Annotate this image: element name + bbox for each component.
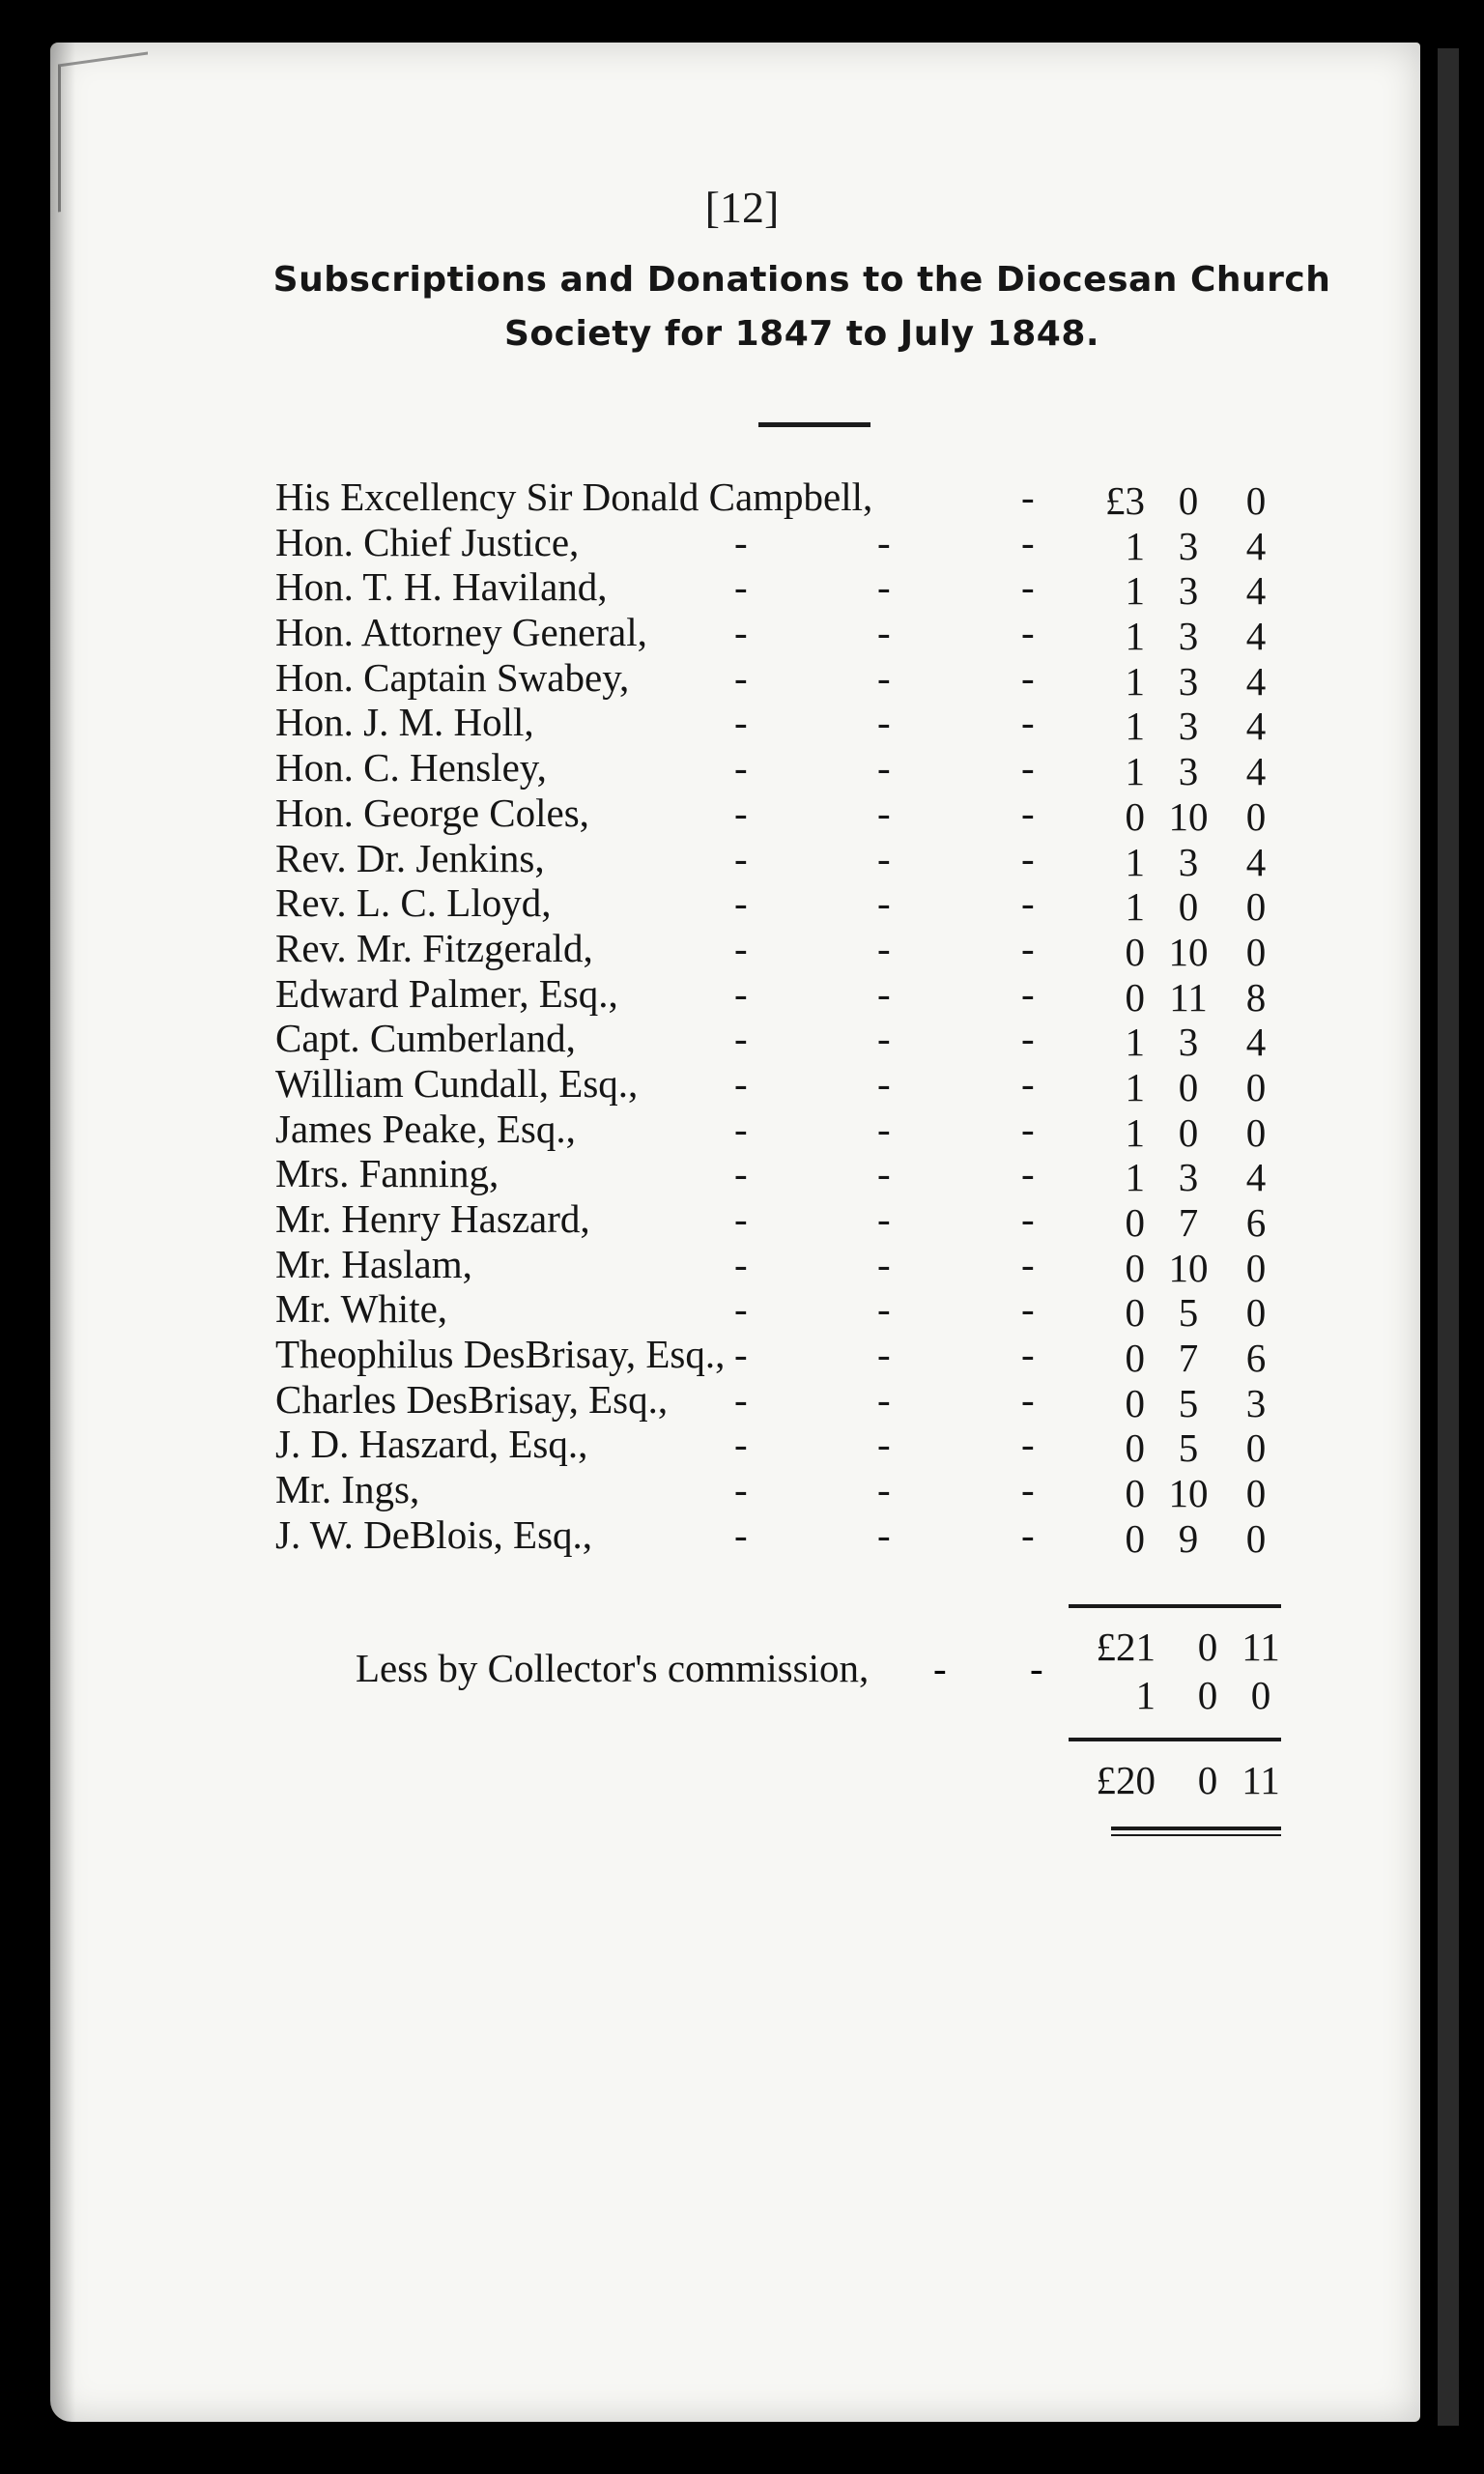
less-shillings: 0 — [1197, 1673, 1218, 1717]
subscriber-name: Hon. Captain Swabey, — [275, 654, 630, 700]
amount-pence: 4 — [1245, 614, 1267, 659]
leader-dash: - — [1021, 610, 1035, 655]
leader-dash: - — [734, 970, 748, 1016]
subscriber-name: Hon. T. H. Haviland, — [275, 564, 608, 610]
subtotal-pence: 11 — [1241, 1625, 1280, 1669]
amount-pounds: 0 — [1125, 1471, 1145, 1516]
list-item — [275, 1241, 1319, 1290]
subscriber-name: J. D. Haszard, Esq., — [275, 1422, 588, 1467]
amount-pence: 0 — [1245, 1471, 1267, 1516]
leader-dash: - — [877, 880, 891, 926]
amount-pence: 0 — [1245, 793, 1267, 839]
leader-dash: - — [734, 835, 748, 880]
amount-shillings: 3 — [1178, 614, 1199, 659]
amount-pounds: 0 — [1125, 1245, 1145, 1290]
amount-shillings: 10 — [1168, 793, 1209, 839]
list-item — [275, 1195, 1319, 1245]
leader-dash: - — [877, 970, 891, 1016]
title-line-1: Subscriptions and Donations to the Diocesan Church — [272, 260, 1331, 300]
amount-shillings: 3 — [1178, 658, 1199, 704]
amount-shillings: 10 — [1168, 1245, 1209, 1290]
leader-dash: - — [734, 1376, 748, 1422]
less-row — [0, 1672, 1484, 1720]
list-item — [275, 563, 1319, 614]
subscriber-name: Edward Palmer, Esq., — [275, 970, 618, 1016]
leader-dash: - — [1021, 1422, 1035, 1467]
amount-pounds: 0 — [1125, 1336, 1145, 1381]
subscriber-name: Hon. George Coles, — [275, 790, 589, 835]
amount-shillings: 0 — [1178, 1064, 1199, 1109]
amount-shillings: 9 — [1178, 1515, 1199, 1561]
subscriber-name: Rev. Mr. Fitzgerald, — [275, 925, 593, 970]
leader-dash: - — [734, 880, 748, 926]
list-item — [275, 609, 1319, 659]
amount-pence: 6 — [1245, 1336, 1267, 1381]
list-item — [275, 1060, 1319, 1109]
amount-shillings: 3 — [1178, 1020, 1199, 1065]
amount-pounds: 0 — [1125, 1380, 1145, 1425]
list-item — [275, 879, 1319, 930]
leader-dash: - — [1021, 700, 1035, 745]
leader-dash: - — [1021, 1511, 1035, 1557]
amount-pence: 4 — [1245, 568, 1267, 614]
leader-dash: - — [1021, 1196, 1035, 1241]
list-item — [275, 1511, 1319, 1561]
total-rule — [1069, 1738, 1281, 1741]
list-item — [275, 1150, 1319, 1200]
leader-dash: - — [877, 1332, 891, 1377]
list-item — [275, 1106, 1319, 1155]
subscriber-name: J. W. DeBlois, Esq., — [275, 1511, 593, 1557]
leader-dash: - — [877, 1196, 891, 1241]
amount-pence: 0 — [1245, 478, 1267, 523]
leader-dash: - — [877, 700, 891, 745]
leader-dash: - — [734, 700, 748, 745]
leader-dash: - — [1021, 835, 1035, 880]
leader-dash: - — [1021, 790, 1035, 835]
total-row — [0, 1757, 1484, 1805]
leader-dash: - — [877, 519, 891, 564]
amount-pounds: 0 — [1125, 974, 1145, 1020]
subscriber-name: William Cundall, Esq., — [275, 1060, 639, 1106]
leader-dash: - — [734, 1286, 748, 1332]
leader-dash: - — [1021, 1286, 1035, 1332]
amount-pence: 4 — [1245, 1020, 1267, 1065]
list-item — [275, 1376, 1319, 1425]
amount-pounds: 1 — [1125, 568, 1145, 614]
list-item — [275, 519, 1319, 568]
leader-dash: - — [734, 610, 748, 655]
list-item — [275, 790, 1319, 839]
title-line-2: Society for 1847 to July 1848. — [503, 314, 1100, 354]
leader-dash: - — [877, 1376, 891, 1422]
amount-pounds: 1 — [1125, 1020, 1145, 1065]
list-item — [275, 744, 1319, 794]
leader-dash: - — [1021, 564, 1035, 610]
leader-dash: - — [877, 1016, 891, 1061]
amount-shillings: 3 — [1178, 704, 1199, 749]
leader-dash: - — [877, 745, 891, 791]
amount-pence: 0 — [1245, 1064, 1267, 1109]
leader-dash: - — [1021, 1376, 1035, 1422]
amount-shillings: 3 — [1178, 749, 1199, 794]
list-item — [275, 699, 1319, 749]
double-rule-top — [1111, 1827, 1281, 1830]
subscriber-name: Mr. Haslam, — [275, 1241, 472, 1286]
total-pounds: £20 — [1096, 1758, 1156, 1802]
amount-pence: 0 — [1245, 929, 1267, 974]
amount-pence: 0 — [1245, 1425, 1267, 1471]
subscriber-name: His Excellency Sir Donald Campbell, — [275, 475, 873, 519]
amount-pounds: £3 — [1105, 478, 1145, 523]
subscriber-name: Theophilus DesBrisay, Esq., — [275, 1332, 726, 1377]
amount-pence: 4 — [1245, 658, 1267, 704]
binding-edge — [1438, 48, 1459, 2426]
leader-dash: - — [1021, 925, 1035, 970]
amount-pence: 0 — [1245, 1290, 1267, 1336]
leader-dash: - — [877, 1467, 891, 1512]
leader-dash: - — [734, 790, 748, 835]
subscription-list — [275, 474, 1319, 1561]
amount-shillings: 10 — [1168, 929, 1209, 974]
leader-dash: - — [877, 1511, 891, 1557]
amount-pounds: 0 — [1125, 793, 1145, 839]
amount-shillings: 3 — [1178, 1155, 1199, 1200]
subscriber-name: Mr. Henry Haszard, — [275, 1196, 590, 1241]
list-item — [275, 1421, 1319, 1471]
list-item — [275, 835, 1319, 884]
amount-pence: 4 — [1245, 839, 1267, 884]
leader-dash: - — [734, 745, 748, 791]
leader-dash: - — [877, 1151, 891, 1196]
leader-dash: - — [1021, 1241, 1035, 1286]
total-pence: 11 — [1241, 1758, 1280, 1802]
amount-shillings: 5 — [1178, 1380, 1199, 1425]
less-commission-label: Less by Collector's commission, — [356, 1646, 870, 1690]
amount-shillings: 3 — [1178, 523, 1199, 568]
leader-dash: - — [1021, 519, 1035, 564]
amount-pence: 4 — [1245, 1155, 1267, 1200]
page-number: [12] — [704, 183, 780, 232]
leader-dash: - — [877, 610, 891, 655]
amount-shillings: 5 — [1178, 1425, 1199, 1471]
amount-pence: 6 — [1245, 1200, 1267, 1245]
amount-pounds: 1 — [1125, 1064, 1145, 1109]
amount-pence: 0 — [1245, 1109, 1267, 1155]
amount-shillings: 7 — [1178, 1200, 1199, 1245]
leader-dash: - — [877, 790, 891, 835]
amount-shillings: 0 — [1178, 478, 1199, 523]
leader-dash: - — [734, 654, 748, 700]
subtotal-shillings: 0 — [1197, 1625, 1218, 1669]
leader-dash: - — [877, 835, 891, 880]
leader-dash: - — [734, 1196, 748, 1241]
list-item — [275, 1331, 1319, 1381]
leader-dash: - — [933, 1646, 947, 1690]
amount-pounds: 1 — [1125, 839, 1145, 884]
amount-pence: 4 — [1245, 749, 1267, 794]
less-pence: 0 — [1250, 1673, 1271, 1717]
amount-pounds: 1 — [1125, 658, 1145, 704]
leader-dash: - — [734, 1422, 748, 1467]
subscriber-name: Mrs. Fanning, — [275, 1151, 499, 1196]
amount-pounds: 1 — [1125, 1155, 1145, 1200]
leader-dash: - — [1021, 654, 1035, 700]
amount-pounds: 1 — [1125, 523, 1145, 568]
leader-dash: - — [734, 1511, 748, 1557]
amount-pence: 0 — [1245, 1245, 1267, 1290]
leader-dash: - — [734, 564, 748, 610]
leader-dash: - — [877, 564, 891, 610]
subscriber-name: Capt. Cumberland, — [275, 1016, 576, 1061]
double-rule-bottom — [1111, 1834, 1281, 1836]
leader-dash: - — [1021, 880, 1035, 926]
amount-shillings: 3 — [1178, 568, 1199, 614]
amount-pounds: 1 — [1125, 749, 1145, 794]
leader-dash: - — [877, 925, 891, 970]
amount-pence: 4 — [1245, 523, 1267, 568]
amount-pounds: 0 — [1125, 1290, 1145, 1336]
amount-pounds: 0 — [1125, 1200, 1145, 1245]
subtotal-pounds: £21 — [1096, 1625, 1156, 1669]
subscriber-name: Hon. J. M. Holl, — [275, 700, 534, 745]
leader-dash: - — [1021, 1106, 1035, 1151]
subscriber-name: Mr. White, — [275, 1286, 448, 1332]
amount-pence: 4 — [1245, 704, 1267, 749]
leader-dash: - — [877, 1422, 891, 1467]
leader-dash: - — [734, 925, 748, 970]
page-title — [222, 253, 1382, 361]
amount-pence: 0 — [1245, 884, 1267, 930]
less-pounds: 1 — [1135, 1673, 1156, 1717]
subscriber-name: Hon. Chief Justice, — [275, 519, 580, 564]
leader-dash: - — [1021, 1060, 1035, 1106]
amount-shillings: 7 — [1178, 1336, 1199, 1381]
amount-pounds: 1 — [1125, 1109, 1145, 1155]
amount-shillings: 3 — [1178, 839, 1199, 884]
subscriber-name: Rev. Dr. Jenkins, — [275, 835, 545, 880]
leader-dash: - — [734, 1060, 748, 1106]
subscriber-name: Hon. Attorney General, — [275, 610, 647, 655]
leader-dash: - — [734, 1151, 748, 1196]
list-item — [275, 654, 1319, 704]
amount-pence: 0 — [1245, 1515, 1267, 1561]
leader-dash: - — [734, 1332, 748, 1377]
leader-dash: - — [734, 1016, 748, 1061]
leader-dash: - — [877, 654, 891, 700]
amount-shillings: 5 — [1178, 1290, 1199, 1336]
amount-pounds: 1 — [1125, 614, 1145, 659]
leader-dash: - — [877, 1241, 891, 1286]
leader-dash: - — [1021, 1016, 1035, 1061]
amount-shillings: 10 — [1168, 1471, 1209, 1516]
list-item — [275, 1015, 1319, 1065]
amount-pounds: 0 — [1125, 1425, 1145, 1471]
amount-pounds: 0 — [1125, 929, 1145, 974]
leader-dash: - — [1021, 745, 1035, 791]
subscriber-name: Charles DesBrisay, Esq., — [275, 1376, 669, 1422]
subscriber-name: Hon. C. Hensley, — [275, 745, 547, 791]
leader-dash: - — [1021, 1151, 1035, 1196]
list-item — [275, 474, 1319, 523]
leader-dash: - — [734, 519, 748, 564]
subtotal-rule — [1069, 1604, 1281, 1608]
subscriber-name: Mr. Ings, — [275, 1467, 420, 1512]
leader-dash: - — [1021, 1332, 1035, 1377]
leader-dash: - — [734, 1106, 748, 1151]
leader-dash: - — [1021, 1467, 1035, 1512]
list-item — [275, 925, 1319, 974]
amount-pounds: 1 — [1125, 884, 1145, 930]
leader-dash: - — [1030, 1646, 1043, 1690]
leader-dash: - — [1021, 475, 1035, 519]
leader-dash: - — [877, 1106, 891, 1151]
subscriber-name: Rev. L. C. Lloyd, — [275, 880, 552, 926]
title-divider — [758, 422, 870, 427]
list-item — [275, 970, 1319, 1020]
amount-shillings: 11 — [1169, 974, 1208, 1020]
leader-dash: - — [877, 1286, 891, 1332]
amount-pounds: 0 — [1125, 1515, 1145, 1561]
total-shillings: 0 — [1197, 1758, 1218, 1802]
amount-pence: 3 — [1245, 1380, 1267, 1425]
amount-shillings: 0 — [1178, 884, 1199, 930]
amount-pounds: 1 — [1125, 704, 1145, 749]
leader-dash: - — [1021, 970, 1035, 1016]
leader-dash: - — [734, 1241, 748, 1286]
list-item — [275, 1466, 1319, 1516]
subscriber-name: James Peake, Esq., — [275, 1106, 576, 1151]
amount-pence: 8 — [1245, 974, 1267, 1020]
amount-shillings: 0 — [1178, 1109, 1199, 1155]
leader-dash: - — [877, 1060, 891, 1106]
list-item — [275, 1285, 1319, 1336]
leader-dash: - — [734, 1467, 748, 1512]
